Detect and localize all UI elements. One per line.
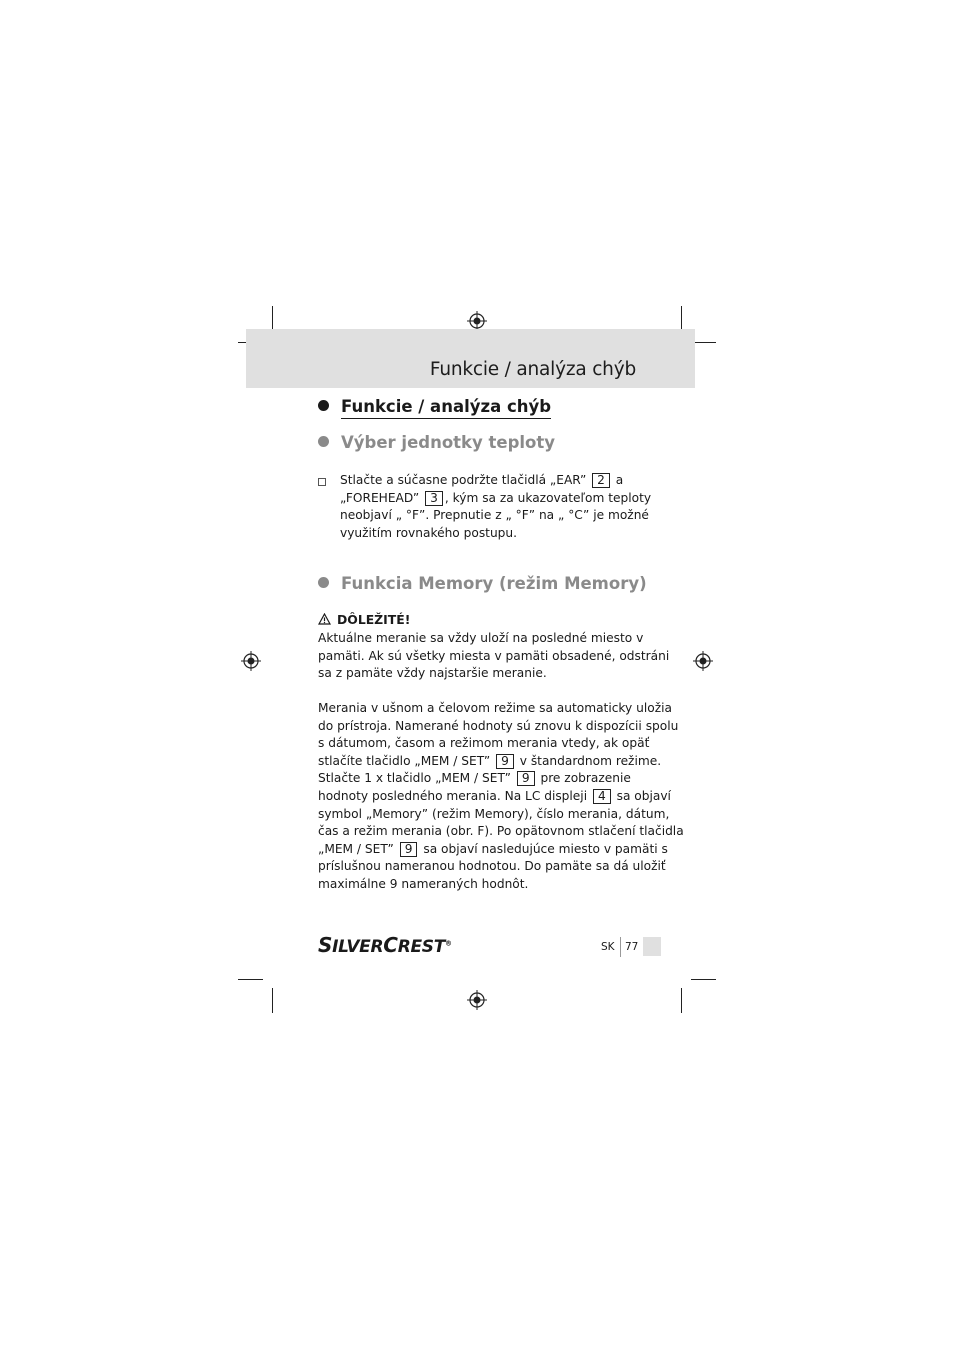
registration-mark-right-icon bbox=[693, 651, 713, 671]
units-line-1: Stlačte a súčasne podržte tlačidlá „EAR” 2 a bbox=[340, 473, 624, 487]
warning-label: DÔLEŽITÉ! bbox=[337, 612, 411, 627]
page-header-title: Funkcie / analýza chýb bbox=[429, 359, 636, 380]
memory-line: čas a režim merania (obr. F). Po opätovnom stlačení tlačidla bbox=[318, 824, 684, 839]
footer-language: SK bbox=[601, 941, 615, 953]
units-paragraph bbox=[340, 472, 651, 542]
footer-separator bbox=[620, 937, 621, 957]
bullet-dot-icon bbox=[318, 436, 329, 447]
warning-triangle-icon bbox=[318, 613, 331, 625]
registration-mark-left-icon bbox=[241, 651, 261, 671]
crop-mark-bottom-right-h bbox=[691, 979, 716, 980]
registration-mark-top-icon bbox=[467, 311, 487, 331]
memory-line: Merania v ušnom a čelovom režime sa automaticky uložia bbox=[318, 701, 672, 715]
footer-tab-box bbox=[643, 937, 661, 956]
memory-line: príslušnou nameranou hodnotou. Do pamäte sa dá uložiť bbox=[318, 859, 666, 874]
section-heading-units bbox=[318, 433, 555, 452]
bullet-dot-icon bbox=[318, 577, 329, 588]
section-heading-memory-text: Funkcia Memory (režim Memory) bbox=[341, 574, 647, 593]
brand-logo: SILVERCREST® bbox=[318, 933, 452, 957]
page-number: 77 bbox=[625, 941, 639, 953]
memory-note bbox=[318, 630, 669, 683]
memory-line: Stlačte 1 x tlačidlo „MEM / SET” 9 pre zobrazenie bbox=[318, 771, 631, 786]
note-line: pamäti. Ak sú všetky miesta v pamäti obsadené, odstráni bbox=[318, 648, 670, 663]
warning-heading bbox=[318, 612, 410, 627]
memory-line: hodnoty posledného merania. Na LC displeji 4 sa objaví bbox=[318, 788, 671, 803]
crop-mark-top-right-v bbox=[681, 306, 682, 331]
units-line-4: využitím rovnakého postupu. bbox=[340, 525, 518, 540]
memory-line: maximálne 9 nameraných hodnôt. bbox=[318, 876, 529, 891]
section-heading-functions-text: Funkcie / analýza chýb bbox=[341, 397, 551, 419]
ref-box: 9 bbox=[400, 842, 418, 857]
memory-line: stlačíte tlačidlo „MEM / SET” 9 v štandardnom režime. bbox=[318, 753, 662, 768]
bullet-dot-icon bbox=[318, 400, 329, 411]
ref-box: 9 bbox=[517, 771, 535, 786]
registration-mark-bottom-icon bbox=[467, 990, 487, 1010]
note-line: sa z pamäte vždy najstaršie meranie. bbox=[318, 666, 547, 681]
memory-line: do prístroja. Namerané hodnoty sú znovu k dispozícii spolu bbox=[318, 718, 679, 733]
memory-line: s dátumom, časom a režimom merania vtedy, ak opäť bbox=[318, 736, 650, 751]
ref-box: 2 bbox=[592, 473, 610, 488]
memory-paragraph bbox=[318, 700, 684, 894]
ref-box: 4 bbox=[593, 789, 611, 804]
units-line-3: neobjaví „ °F”. Prepnutie z „ °F” na „ °C” je možné bbox=[340, 508, 649, 523]
crop-mark-bottom-left-h bbox=[238, 979, 263, 980]
ref-box: 3 bbox=[425, 491, 443, 506]
crop-mark-bottom-right-v bbox=[681, 988, 682, 1013]
note-line: Aktuálne meranie sa vždy uloží na posledné miesto v bbox=[318, 631, 644, 645]
section-heading-units-text: Výber jednotky teploty bbox=[341, 433, 556, 452]
memory-line: symbol „Memory” (režim Memory), číslo merania, dátum, bbox=[318, 806, 670, 821]
memory-line: „MEM / SET” 9 sa objaví nasledujúce miesto v pamäti s bbox=[318, 841, 668, 856]
square-bullet-icon bbox=[318, 478, 326, 486]
crop-mark-top-left-v bbox=[272, 306, 273, 331]
crop-mark-bottom-left-v bbox=[272, 988, 273, 1013]
section-heading-functions bbox=[318, 397, 551, 416]
units-line-2: „FOREHEAD” 3 , kým sa za ukazovateľom teploty bbox=[340, 490, 652, 505]
section-heading-memory bbox=[318, 574, 647, 593]
ref-box: 9 bbox=[496, 754, 514, 769]
